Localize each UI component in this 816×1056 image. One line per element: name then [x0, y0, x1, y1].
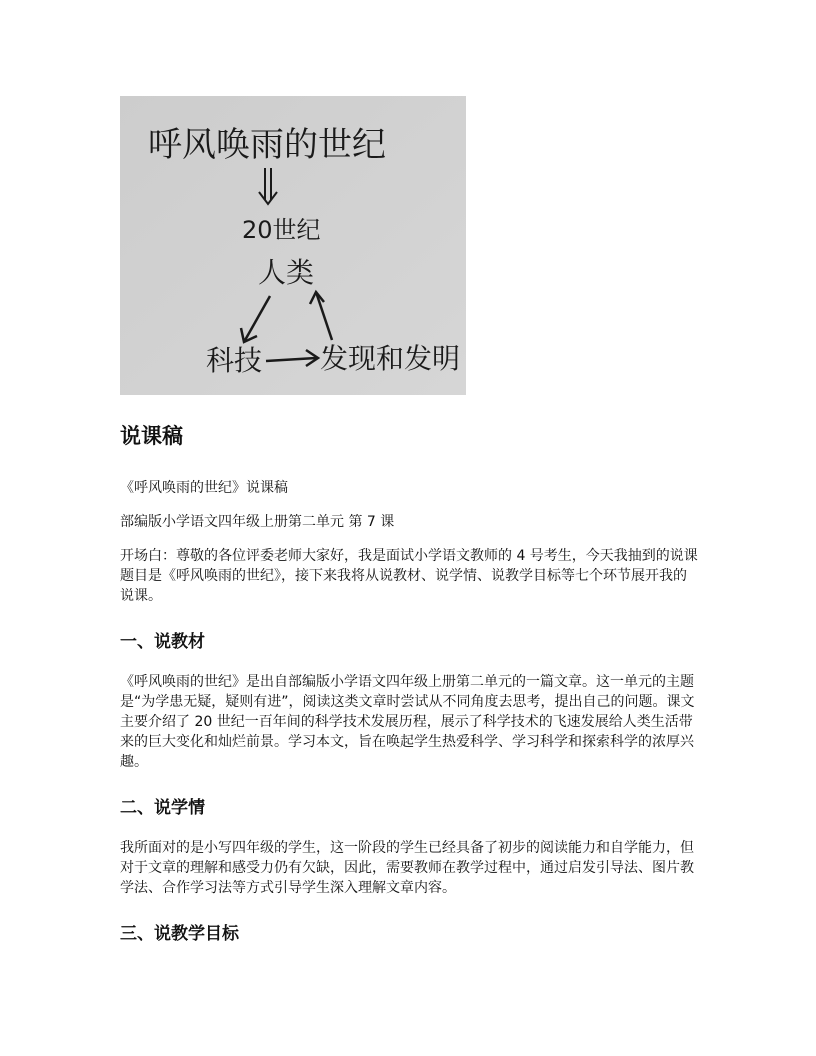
handwritten-title: 呼风唤雨的世纪: [148, 125, 386, 165]
doc-title: 说课稿: [120, 424, 183, 448]
handwritten-diagram-photo: [120, 96, 466, 395]
handwritten-human: 人类: [258, 256, 315, 289]
section-heading-students: 二、说学情: [120, 798, 205, 818]
handwritten-tech: 科技: [206, 344, 263, 377]
opening-paragraph: 开场白：尊敬的各位评委老师大家好，我是面试小学语文教师的 4 号考生，今天我抽到的说课题目是《呼风唤雨的世纪》，接下来我将从说教材、说学情、说教学目标等七个环节展开我的说课。: [120, 548, 698, 604]
lesson-info: 部编版小学语文四年级上册第二单元 第 7 课: [120, 514, 395, 530]
section-body-textbook: 《呼风唤雨的世纪》是出自部编版小学语文四年级上册第二单元的一篇文章。这一单元的主题是“为学患无疑，疑则有进”，阅读这类文章时尝试从不同角度去思考，提出自己的问题。课文主要介绍了 20 世纪一百年间的科学技术发展历程，展示了科学技术的飞速发展给人类生活带来的巨大变化和灿烂前景。学习本文，旨在唤起学生热爱科学、学习科学和探索科学的浓厚兴趣。: [120, 674, 695, 770]
handwritten-discovery: 发现和发明: [320, 342, 461, 375]
handwritten-century: 20世纪: [242, 216, 321, 244]
handwritten-diagram: [120, 96, 466, 395]
document-body: [120, 418, 700, 964]
doc-subtitle: 《呼风唤雨的世纪》说课稿: [120, 480, 288, 496]
section-heading-textbook: 一、说教材: [120, 632, 205, 652]
section-heading-goals: 三、说教学目标: [120, 924, 239, 944]
section-body-students: 我所面对的是小写四年级的学生，这一阶段的学生已经具备了初步的阅读能力和自学能力，但对于文章的理解和感受力仍有欠缺，因此，需要教师在教学过程中，通过启发引导法、图片教学法、合作学习法等方式引导学生深入理解文章内容。: [120, 840, 694, 896]
